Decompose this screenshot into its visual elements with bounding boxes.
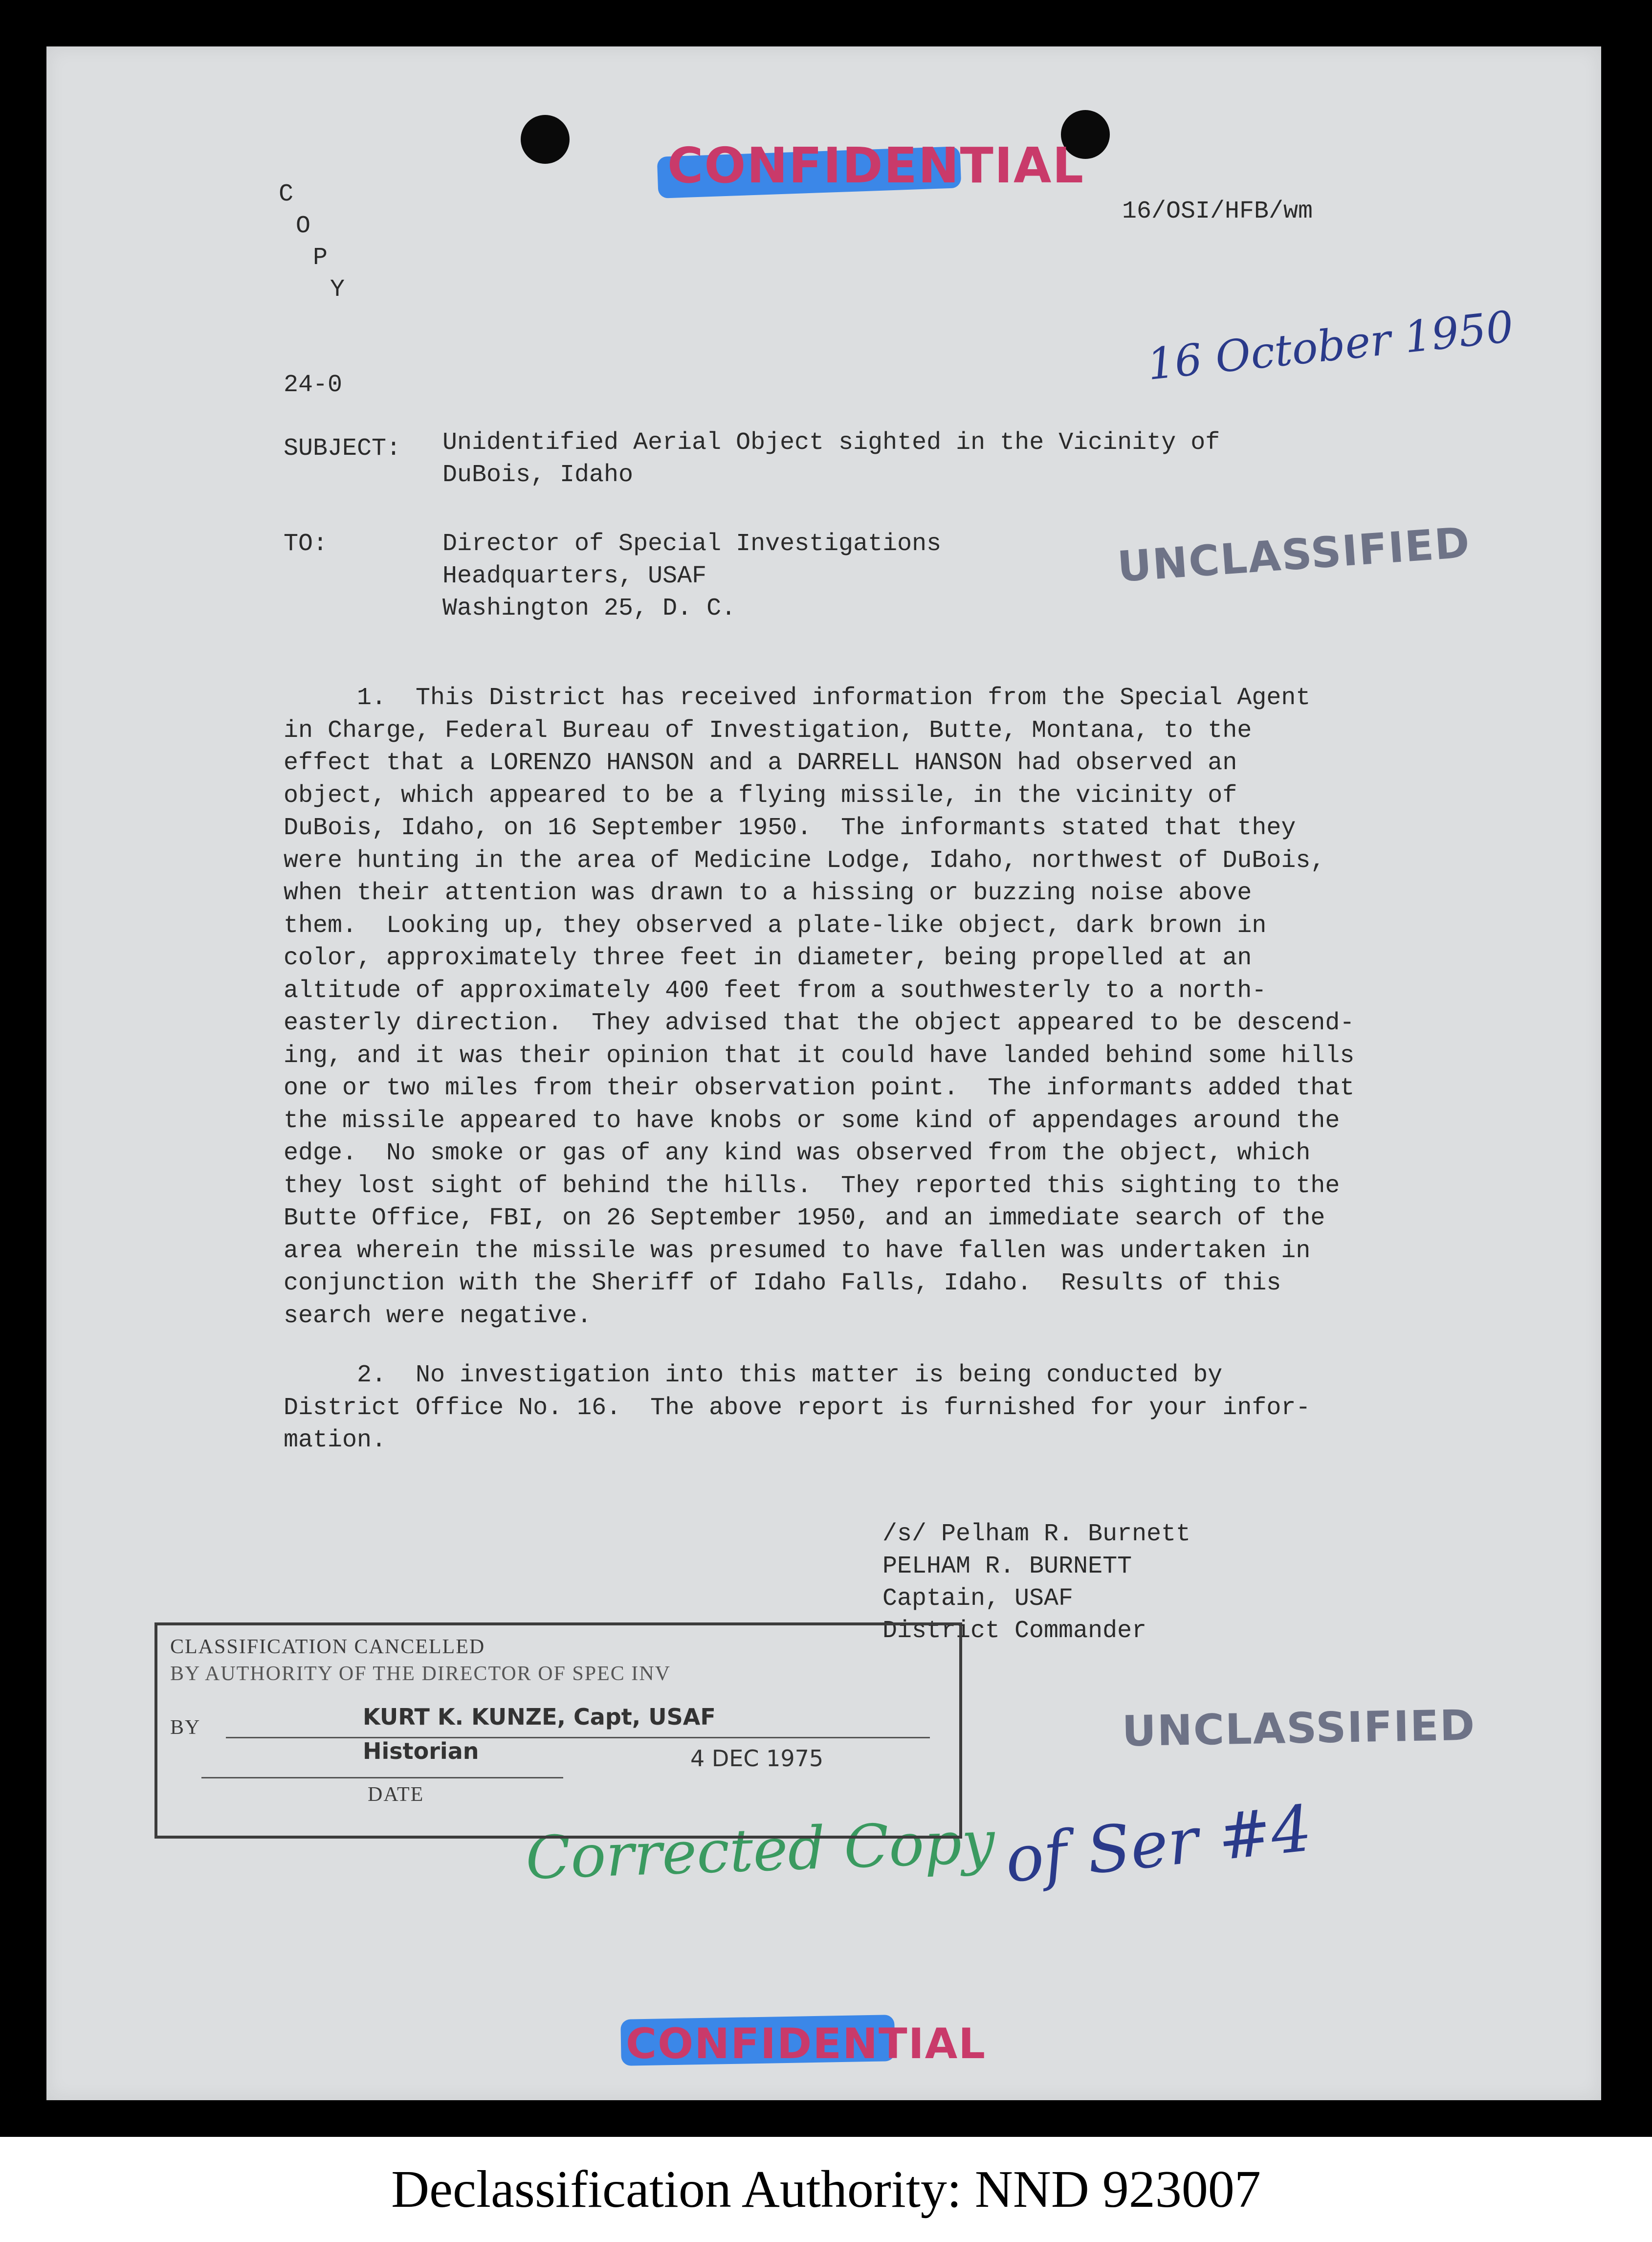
file-number: 24-0 bbox=[284, 371, 343, 399]
subject-line-1: Unidentified Aerial Object sighted in the Vicinity of bbox=[442, 429, 1220, 457]
copy-letter-o: O bbox=[296, 212, 311, 240]
cancel-line-1: CLASSIFICATION CANCELLED bbox=[170, 1636, 485, 1658]
cancel-by-name: KURT K. KUNZE, Capt, USAF bbox=[363, 1704, 716, 1730]
paragraph-1-line-14: the missile appeared to have knobs or some kind of appendages around the bbox=[284, 1107, 1340, 1135]
to-line-1: Director of Special Investigations bbox=[442, 530, 942, 558]
cancel-date-value: 4 DEC 1975 bbox=[690, 1745, 824, 1772]
paragraph-1-line-17: Butte Office, FBI, on 26 September 1950, and an immediate search of the bbox=[284, 1204, 1325, 1232]
paragraph-1-line-13: one or two miles from their observation point. The informants added that bbox=[284, 1074, 1355, 1102]
paragraph-1-line-4: object, which appeared to be a flying missile, in the vicinity of bbox=[284, 781, 1237, 810]
paragraph-1-line-3: effect that a LORENZO HANSON and a DARRELL HANSON had observed an bbox=[284, 749, 1237, 777]
paragraph-1-line-9: color, approximately three feet in diameter, being propelled at an bbox=[284, 944, 1252, 972]
unclassified-stamp-1: UNCLASSIFIED bbox=[1116, 518, 1472, 592]
paragraph-1-line-6: were hunting in the area of Medicine Lodge, Idaho, northwest of DuBois, bbox=[284, 846, 1325, 875]
handwritten-note-green: Corrected Copy bbox=[524, 1808, 996, 1893]
copy-letter-y: Y bbox=[330, 276, 345, 304]
cancel-date-line bbox=[201, 1777, 563, 1778]
paragraph-1-line-5: DuBois, Idaho, on 16 September 1950. The informants stated that they bbox=[284, 814, 1296, 842]
signature-line-4: District Commander bbox=[882, 1617, 1147, 1645]
cancel-date-label: DATE bbox=[368, 1783, 424, 1806]
paragraph-1-line-7: when their attention was drawn to a hissing or buzzing noise above bbox=[284, 879, 1252, 907]
punch-hole-left bbox=[521, 115, 570, 164]
unclassified-stamp-2: UNCLASSIFIED bbox=[1122, 1701, 1476, 1756]
to-line-3: Washington 25, D. C. bbox=[442, 595, 736, 622]
handwritten-date: 16 October 1950 bbox=[1145, 301, 1516, 390]
confidential-stamp-top bbox=[653, 127, 1085, 200]
copy-letter-c: C bbox=[279, 180, 294, 208]
paragraph-2-line-1: 2. No investigation into this matter is being conducted by bbox=[284, 1361, 1223, 1389]
paragraph-1-line-12: ing, and it was their opinion that it could have landed behind some hills bbox=[284, 1042, 1355, 1070]
declassification-footer: Declassification Authority: NND 923007 bbox=[391, 2160, 1261, 2219]
to-line-2: Headquarters, USAF bbox=[442, 562, 707, 590]
paragraph-1-line-16: they lost sight of behind the hills. They reported this sighting to the bbox=[284, 1172, 1340, 1200]
signature-line-1: /s/ Pelham R. Burnett bbox=[882, 1520, 1191, 1548]
paragraph-1-line-19: conjunction with the Sheriff of Idaho Falls, Idaho. Results of this bbox=[284, 1269, 1281, 1297]
cancel-by-label: BY bbox=[170, 1716, 201, 1739]
confidential-stamp-bottom bbox=[621, 2002, 987, 2076]
paragraph-2 bbox=[284, 1359, 1310, 1457]
to-label: TO: bbox=[284, 530, 328, 558]
cancel-by-title: Historian bbox=[363, 1738, 479, 1764]
subject-label: SUBJECT: bbox=[284, 435, 401, 463]
file-reference: 16/OSI/HFB/wm bbox=[1122, 198, 1313, 225]
paragraph-2-line-2: District Office No. 16. The above report is furnished for your infor- bbox=[284, 1394, 1311, 1422]
paragraph-2-line-3: mation. bbox=[284, 1426, 387, 1454]
paragraph-1 bbox=[284, 682, 1354, 1332]
signature-line-3: Captain, USAF bbox=[882, 1585, 1074, 1613]
confidential-stamp-top-text: CONFIDENTIAL bbox=[667, 137, 1085, 194]
signature-line-2: PELHAM R. BURNETT bbox=[882, 1553, 1132, 1580]
paragraph-1-line-10: altitude of approximately 400 feet from a southwesterly to a north- bbox=[284, 977, 1267, 1005]
classification-cancelled-stamp bbox=[154, 1622, 962, 1839]
paragraph-1-line-1: 1. This District has received information from the Special Agent bbox=[284, 684, 1311, 712]
cancel-by-line bbox=[226, 1737, 930, 1738]
handwritten-note-blue: of Ser #4 bbox=[1001, 1791, 1316, 1897]
paragraph-1-line-20: search were negative. bbox=[284, 1302, 592, 1330]
subject-line-2: DuBois, Idaho bbox=[442, 461, 634, 489]
cancel-line-2: BY AUTHORITY OF THE DIRECTOR OF SPEC INV bbox=[170, 1663, 671, 1685]
paragraph-1-line-2: in Charge, Federal Bureau of Investigation, Butte, Montana, to the bbox=[284, 716, 1252, 745]
paragraph-1-line-8: them. Looking up, they observed a plate-like object, dark brown in bbox=[284, 911, 1267, 940]
paragraph-1-line-15: edge. No smoke or gas of any kind was observed from the object, which bbox=[284, 1139, 1311, 1167]
paragraph-1-line-11: easterly direction. They advised that the object appeared to be descend- bbox=[284, 1009, 1355, 1037]
copy-letter-p: P bbox=[313, 244, 328, 272]
confidential-stamp-bottom-text: CONFIDENTIAL bbox=[626, 2020, 987, 2068]
paragraph-1-line-18: area wherein the missile was presumed to have fallen was undertaken in bbox=[284, 1237, 1311, 1265]
